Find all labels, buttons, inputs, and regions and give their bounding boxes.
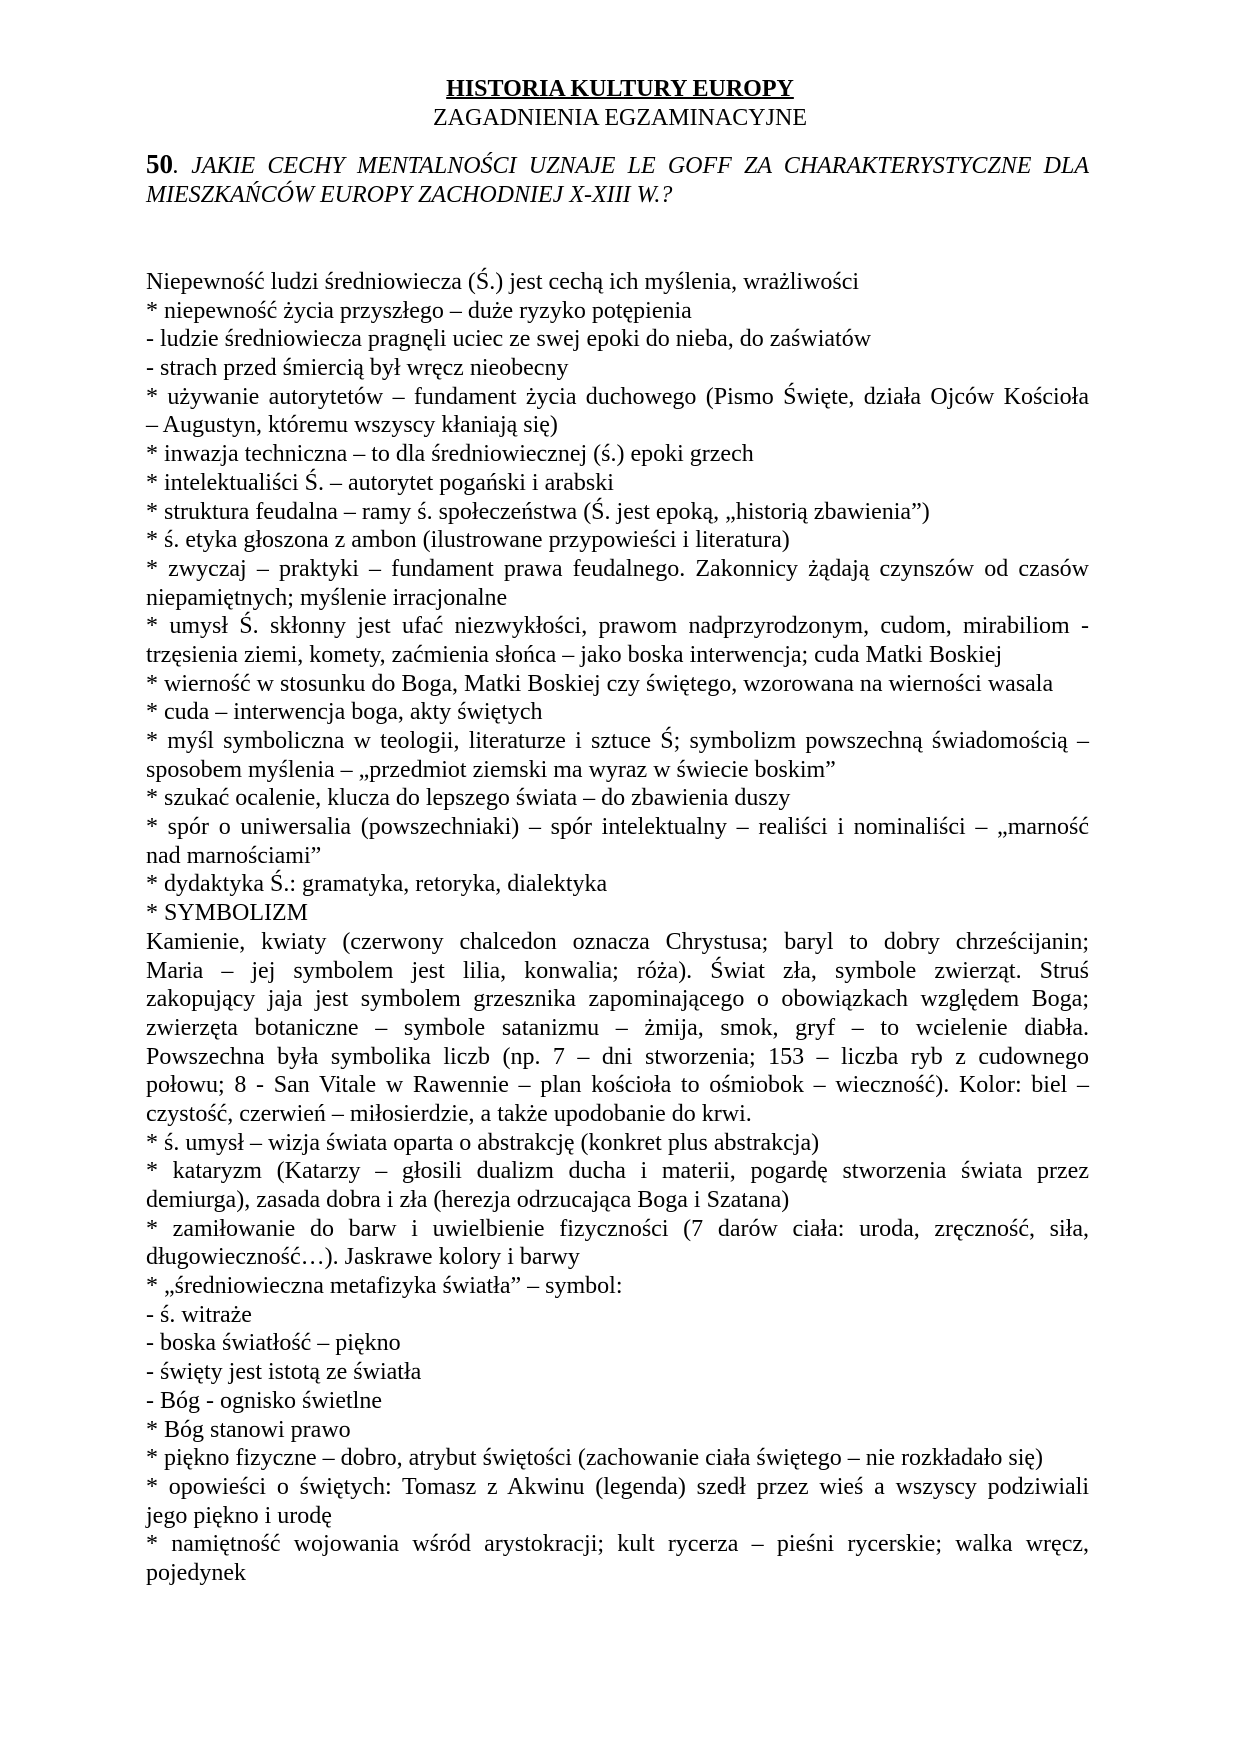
body-text-line: * piękno fizyczne – dobro, atrybut świętości (zachowanie ciała świętego – nie rozkładało się): [146, 1445, 1043, 1472]
body-text-line: * kataryzm (Katarzy – głosili dualizm ducha i materii, pogardę stworzenia świata przez: [146, 1158, 1089, 1185]
body-text-line: - Bóg - ognisko świetlne: [146, 1387, 382, 1414]
body-text-line: * używanie autorytetów – fundament życia duchowego (Pismo Święte, działa Ojców Kościoła: [146, 383, 1089, 410]
body-text-line: niepamiętnych; myślenie irracjonalne: [146, 584, 508, 611]
body-text-line: czystość, czerwień – miłosierdzie, a także upodobanie do krwi.: [146, 1100, 752, 1127]
body-text-line: * spór o uniwersalia (powszechniaki) – spór intelektualny – realiści i nominaliści – „marność: [146, 814, 1089, 841]
body-text-line: * opowieści o świętych: Tomasz z Akwinu (legenda) szedł przez wieś a wszyscy podziwiali: [146, 1473, 1089, 1500]
body-text-line: * wierność w stosunku do Boga, Matki Boskiej czy świętego, wzorowana na wierności wasala: [146, 670, 1054, 697]
body-text-line: Kamienie, kwiaty (czerwony chalcedon oznacza Chrystusa; baryl to dobry chrześcijanin;: [146, 928, 1089, 955]
body-text-line: * struktura feudalna – ramy ś. społeczeństwa (Ś. jest epoką, „historią zbawienia”): [146, 498, 930, 525]
body-text-line: zwierzęta botaniczne – symbole satanizmu – żmija, smok, gryf – to wcielenie diabła.: [146, 1014, 1089, 1041]
body-text-line: * myśl symboliczna w teologii, literaturze i sztuce Ś; symbolizm powszechną świadomością –: [146, 728, 1089, 754]
body-text-line: Maria – jej symbolem jest lilia, konwalia; róża). Świat zła, symbole zwierząt. Struś: [146, 957, 1089, 984]
body-text-line: * intelektualiści Ś. – autorytet pogański i arabski: [146, 469, 614, 496]
body-text-line: - ludzie średniowiecza pragnęli uciec ze swej epoki do nieba, do zaświatów: [146, 326, 872, 353]
body-text-line: Niepewność ludzi średniowiecza (Ś.) jest cechą ich myślenia, wrażliwości: [146, 269, 860, 295]
question-text-1: . JAKIE CECHY MENTALNOŚCI UZNAJE LE GOFF ZA CHARAKTERYSTYCZNE DLA: [173, 153, 1089, 179]
body-text-line: * Bóg stanowi prawo: [146, 1416, 351, 1443]
body-text-line: * inwazja techniczna – to dla średniowiecznej (ś.) epoki grzech: [146, 441, 754, 468]
body-text-line: nad marnościami”: [146, 842, 322, 869]
body-text-line: * namiętność wojowania wśród arystokracji; kult rycerza – pieśni rycerskie; walka wręcz,: [146, 1531, 1089, 1558]
body-text-line: * zamiłowanie do barw i uwielbienie fizyczności (7 darów ciała: uroda, zręczność, siła,: [146, 1215, 1089, 1242]
body-text-line: * zwyczaj – praktyki – fundament prawa feudalnego. Zakonnicy żądają czynszów od czasów: [146, 555, 1089, 582]
body-text-line: sposobem myślenia – „przedmiot ziemski ma wyraz w świecie boskim”: [146, 756, 836, 783]
document-title: [0, 74, 1240, 104]
body-text-line: * SYMBOLIZM: [146, 900, 309, 927]
body-text-line: zakopujący jaja jest symbolem grzesznika zapominającego o obowiązkach względem Boga;: [146, 986, 1089, 1013]
body-text-line: demiurga), zasada dobra i zła (herezja odrzucająca Boga i Szatana): [146, 1187, 790, 1213]
document-body: [146, 268, 1089, 1588]
document-subtitle: ZAGADNIENIA EGZAMINACYJNE: [433, 105, 807, 131]
body-text-line: * niepewność życia przyszłego – duże ryzyko potępienia: [146, 297, 692, 324]
body-text-line: * ś. umysł – wizja świata oparta o abstrakcję (konkret plus abstrakcja): [146, 1129, 820, 1156]
body-text-line: długowieczność…). Jaskrawe kolory i barwy: [146, 1244, 580, 1271]
body-text-line: - strach przed śmiercią był wręcz nieobecny: [146, 355, 569, 382]
body-text-line: trzęsienia ziemi, komety, zaćmienia słońca – jako boska interwencja; cuda Matki Boskiej: [146, 641, 1003, 668]
body-text-line: * ś. etyka głoszona z ambon (ilustrowane przypowieści i literatura): [146, 527, 790, 554]
body-text-line: * dydaktyka Ś.: gramatyka, retoryka, dialektyka: [146, 871, 608, 898]
document-title-text: HISTORIA KULTURY EUROPY: [446, 76, 794, 102]
body-text-line: - święty jest istotą ze światła: [146, 1359, 422, 1386]
question-line-2: MIESZKAŃCÓW EUROPY ZACHODNIEJ X-XIII W.?: [146, 182, 673, 208]
body-text-line: - ś. witraże: [146, 1301, 252, 1328]
question-line-1: [146, 150, 1089, 181]
question-number: 50: [146, 149, 173, 179]
body-text-line: pojedynek: [146, 1559, 246, 1586]
body-text-line: jego piękno i urodę: [146, 1502, 332, 1529]
body-text-line: połowu; 8 - San Vitale w Rawennie – plan kościoła to ośmiobok – wieczność). Kolor: biel –: [146, 1072, 1089, 1099]
body-text-line: * „średniowieczna metafizyka światła” – symbol:: [146, 1273, 623, 1300]
body-text-line: - boska światłość – piękno: [146, 1330, 401, 1357]
body-text-line: – Augustyn, któremu wszyscy kłaniają się): [146, 412, 558, 439]
body-text-line: * szukać ocalenie, klucza do lepszego świata – do zbawienia duszy: [146, 785, 791, 812]
question-heading: [146, 150, 1089, 210]
body-text-line: * umysł Ś. skłonny jest ufać niezwykłości, prawom nadprzyrodzonym, cudom, mirabiliom -: [146, 613, 1089, 640]
body-text-line: * cuda – interwencja boga, akty świętych: [146, 699, 543, 726]
body-text-line: Powszechna była symbolika liczb (np. 7 – dni stworzenia; 153 – liczba ryb z cudownego: [146, 1043, 1089, 1070]
